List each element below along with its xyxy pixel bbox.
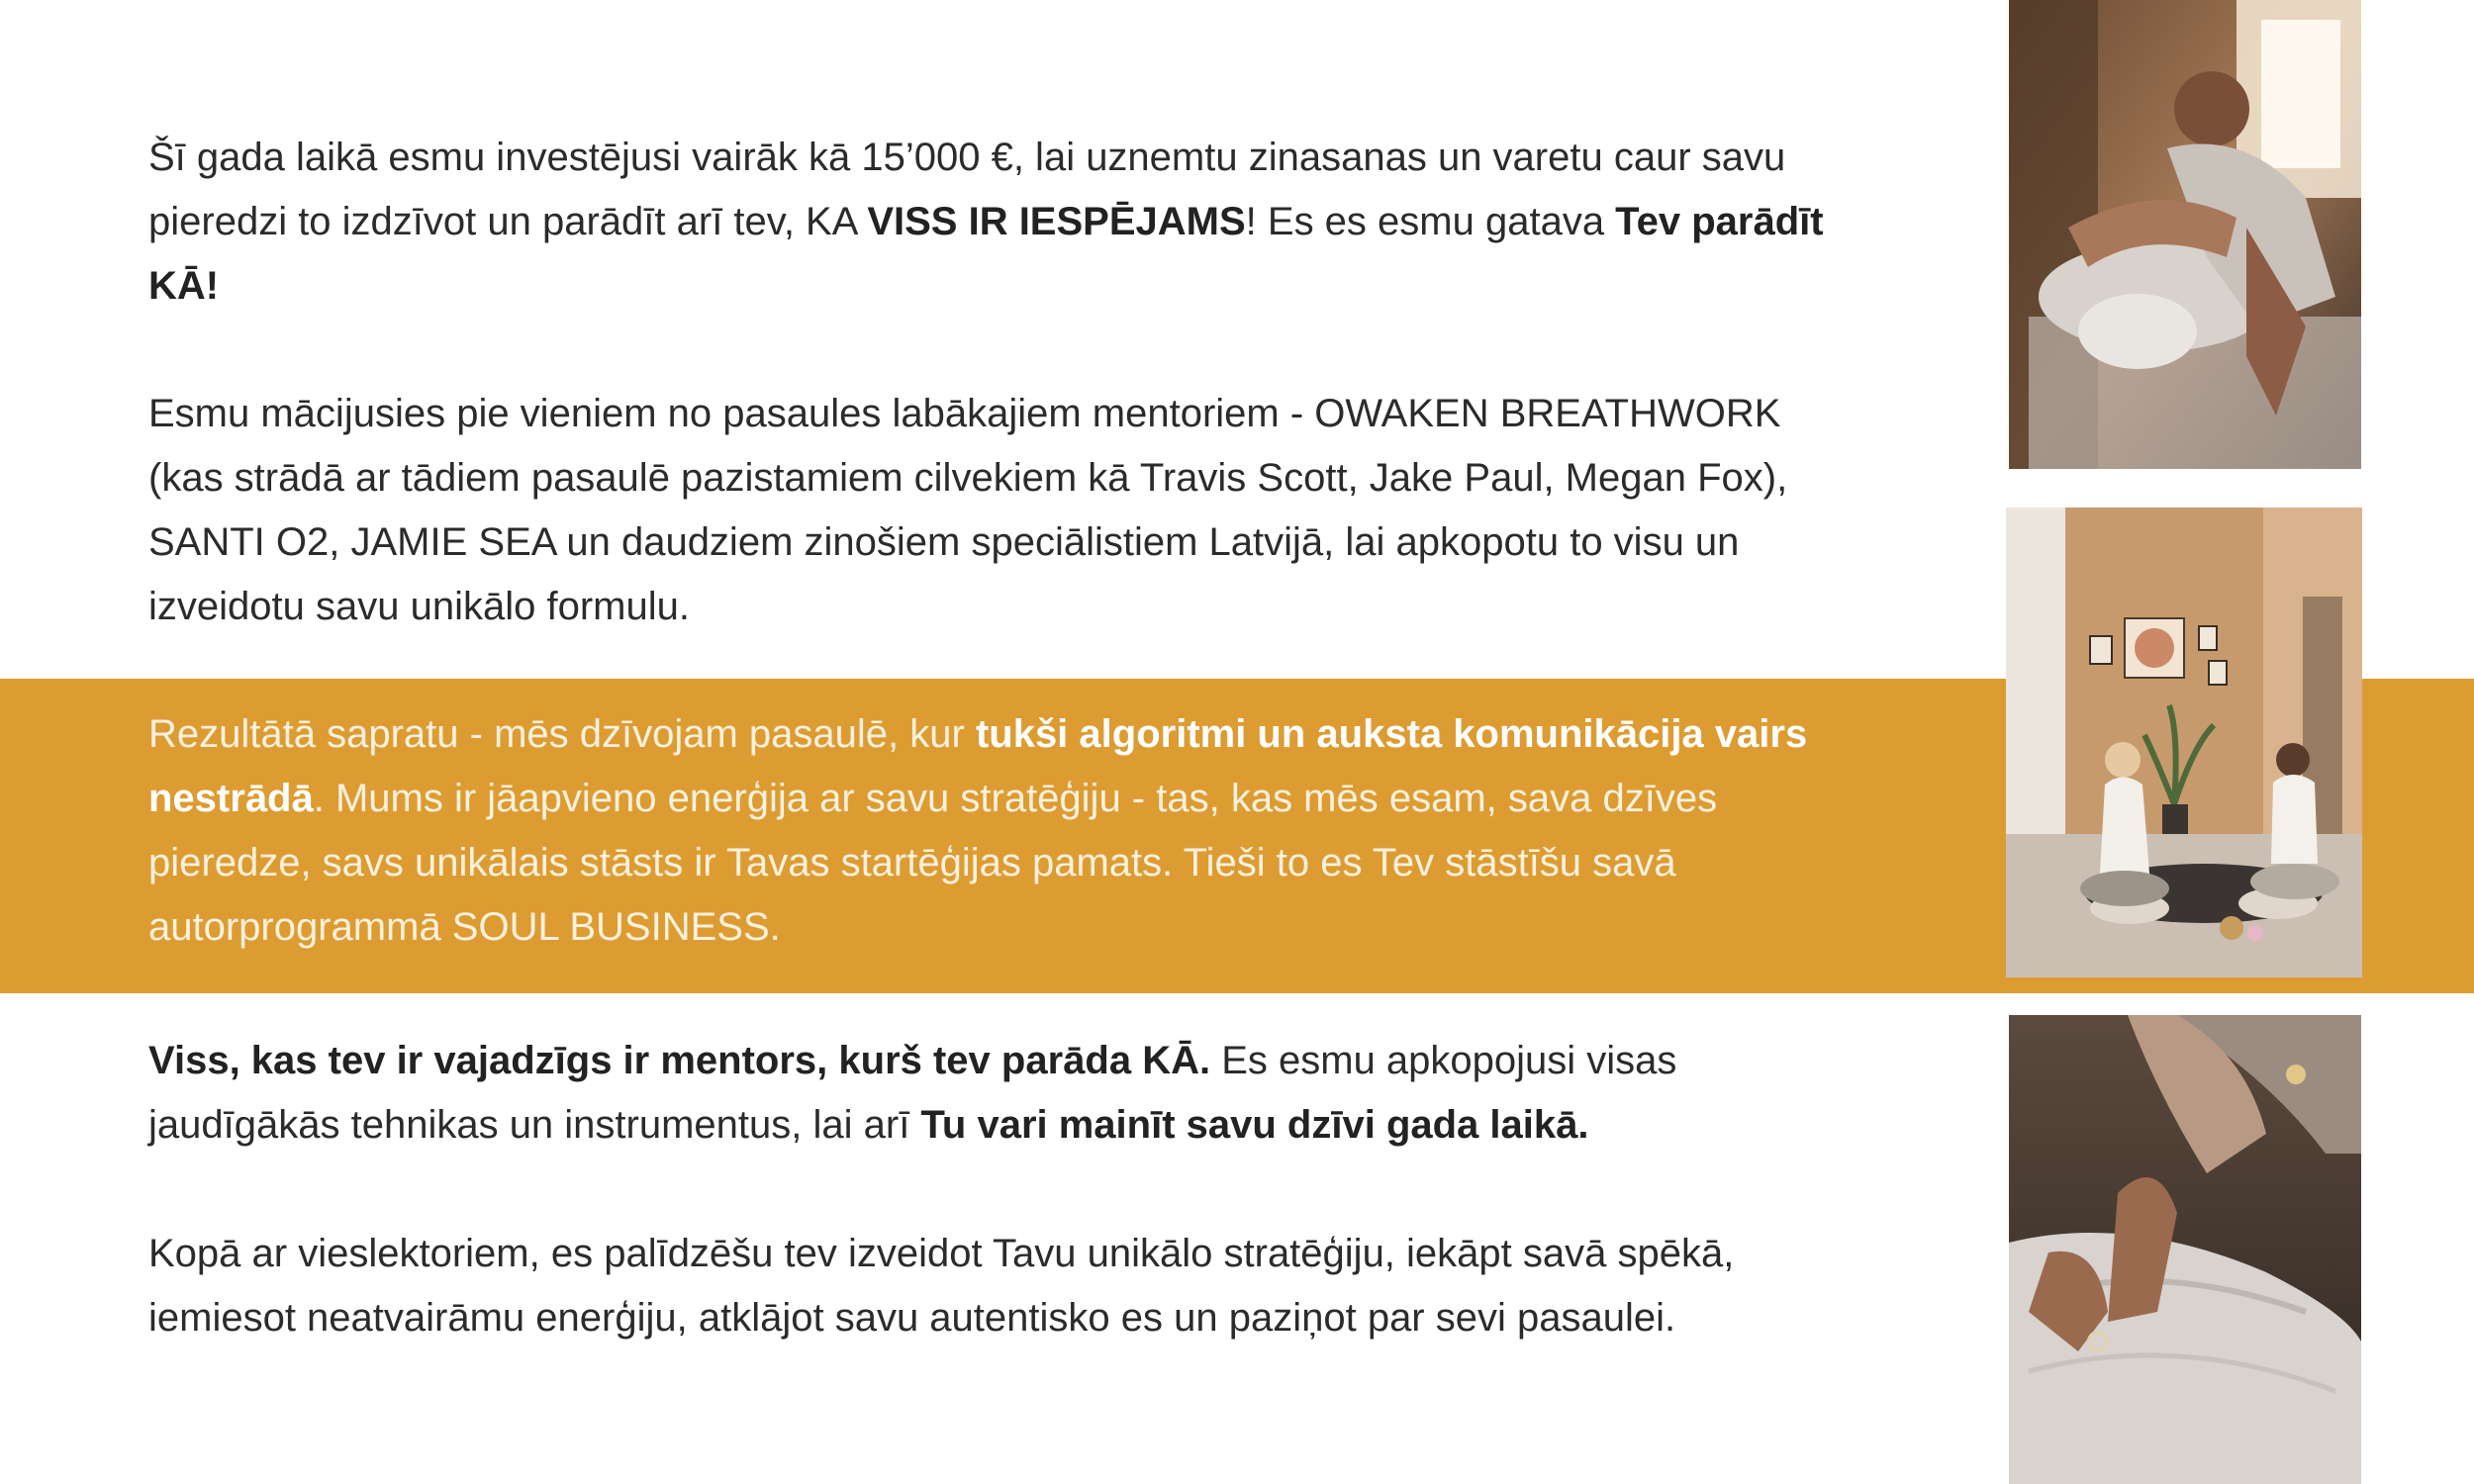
- photo-breathwork-session: [2009, 0, 2361, 469]
- bold-run: Tev parādīt KĀ!: [148, 200, 1824, 308]
- photo-hands-healing: [2009, 1015, 2361, 1484]
- text-run: Rezultātā sapratu - mēs dzīvojam pasaulē, kur: [148, 712, 976, 756]
- bold-run: Tu vari mainīt savu dzīvi gada laikā.: [920, 1103, 1589, 1147]
- paragraph-mentors: [148, 382, 1851, 639]
- text-run: . Mums ir jāapvieno enerģija ar savu stratēģiju - tas, kas mēs esam, sava dzīves pieredze, savs unikālais stāsts ir Tavas startēģijas pamats. Tieši to es Tev stāstīšu savā autorprogrammā SOUL BUSINESS.: [148, 777, 1718, 949]
- paragraph-result: [148, 702, 1851, 960]
- text-run: ! Es es esmu gatava: [1245, 200, 1616, 243]
- paragraph-mentor-needed: [148, 1029, 1851, 1158]
- paragraph-guest-lecturers: [148, 1222, 1851, 1350]
- text-run: Kopā ar vieslektoriem, es palīdzēšu tev izveidot Tavu unikālo stratēģiju, iekāpt savā spēkā, iemiesot neatvairāmu enerģiju, atklājot savu autentisko es un paziņot par sevi pasaulei.: [148, 1232, 1735, 1340]
- text-run: Esmu mācijusies pie vieniem no pasaules labākajiem mentoriem - OWAKEN BREATHWORK (kas strādā ar tādiem pasaulē pazistamiem cilvekiem kā Travis Scott, Jake Paul, Megan Fox), SANTI O2, JAMIE SEA un daudziem zinošiem speciālistiem Latvijā, lai apkopotu to visu un izveidotu savu unikālo formulu.: [148, 392, 1788, 628]
- paragraph-investment: [148, 126, 1851, 319]
- bold-run: tukši algoritmi un auksta komunikācija vairs nestrādā: [148, 712, 1808, 820]
- text-run: Es esmu apkopojusi visas jaudīgākās tehnikas un instrumentus, lai arī: [148, 1039, 1677, 1147]
- bold-run: Viss, kas tev ir vajadzīgs ir mentors, kurš tev parāda KĀ.: [148, 1039, 1211, 1082]
- photo-studio-meditation: [2006, 508, 2362, 977]
- bold-run: VISS IR IESPĒJAMS: [867, 200, 1246, 243]
- text-run: Šī gada laikā esmu investējusi vairāk kā 15’000 €, lai uznemtu zinasanas un varetu caur savu pieredzi to izdzīvot un parādīt arī tev, KA: [148, 136, 1786, 243]
